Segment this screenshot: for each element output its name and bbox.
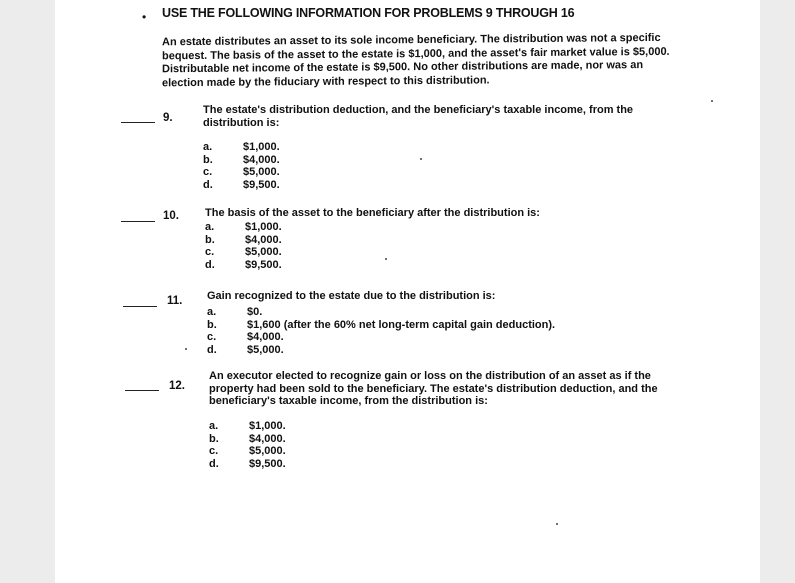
choice-text: $4,000. bbox=[243, 153, 280, 166]
problem-9 bbox=[121, 104, 741, 194]
answer-blank[interactable] bbox=[123, 306, 157, 307]
problem-12 bbox=[125, 368, 750, 478]
choice-b[interactable] bbox=[207, 319, 555, 332]
choice-a[interactable] bbox=[207, 306, 555, 319]
section-heading: USE THE FOLLOWING INFORMATION FOR PROBLEMS 9 THROUGH 16 bbox=[162, 6, 575, 20]
choice-text: $9,500. bbox=[245, 258, 282, 271]
choice-letter: a. bbox=[209, 420, 219, 432]
problem-number: 10. bbox=[163, 210, 179, 222]
choice-d[interactable] bbox=[209, 458, 286, 471]
choice-text: $5,000. bbox=[249, 445, 286, 457]
choice-text: $9,500. bbox=[249, 457, 286, 470]
choices bbox=[207, 306, 555, 356]
choice-letter: d. bbox=[207, 343, 217, 356]
scan-speck bbox=[385, 258, 387, 260]
question-text: The basis of the asset to the beneficiary after the distribution is: bbox=[205, 207, 540, 219]
answer-blank[interactable] bbox=[121, 221, 155, 222]
choice-letter: d. bbox=[209, 457, 219, 470]
scan-speck bbox=[711, 100, 713, 102]
choice-c[interactable] bbox=[205, 246, 282, 259]
problem-number: 12. bbox=[169, 380, 185, 392]
choice-b[interactable] bbox=[203, 154, 280, 167]
choice-letter: d. bbox=[203, 178, 213, 191]
choice-text: $4,000. bbox=[245, 233, 282, 246]
question-text: Gain recognized to the estate due to the distribution is: bbox=[207, 290, 496, 302]
scan-speck bbox=[420, 158, 422, 160]
choice-letter: b. bbox=[203, 153, 213, 166]
choice-letter: a. bbox=[205, 221, 215, 233]
choice-d[interactable] bbox=[205, 259, 282, 272]
choice-letter: a. bbox=[207, 306, 217, 318]
choice-letter: d. bbox=[205, 258, 215, 271]
choice-c[interactable] bbox=[203, 166, 280, 179]
choice-a[interactable] bbox=[205, 221, 282, 234]
choice-text: $4,000. bbox=[249, 432, 286, 445]
choice-text: $5,000. bbox=[243, 166, 280, 178]
document-page bbox=[55, 0, 760, 583]
intro-paragraph: An estate distributes an asset to its sole income beneficiary. The distribution was not a specific bequest. The basis of the asset to the estate is $1,000, and the asset's fair market value is $5,000. Distributable net income of the estate is $9,500. No other distributions are made, nor was an election made by the fiduciary with respect to this distribution. bbox=[162, 31, 670, 89]
choice-letter: c. bbox=[203, 166, 213, 178]
problem-10 bbox=[121, 205, 741, 285]
choices bbox=[205, 221, 282, 271]
choice-c[interactable] bbox=[207, 331, 555, 344]
question-text: The estate's distribution deduction, and the beneficiary's taxable income, from the distribution is: bbox=[203, 104, 634, 129]
problem-number: 9. bbox=[163, 112, 173, 124]
choices bbox=[203, 141, 280, 191]
answer-blank[interactable] bbox=[125, 390, 159, 391]
choice-text: $1,000. bbox=[249, 420, 286, 432]
scan-speck bbox=[185, 348, 187, 350]
choice-b[interactable] bbox=[205, 234, 282, 247]
choice-d[interactable] bbox=[203, 179, 280, 192]
choice-text: $1,000. bbox=[245, 221, 282, 233]
choice-letter: c. bbox=[205, 246, 215, 258]
answer-blank[interactable] bbox=[121, 122, 155, 123]
choice-letter: b. bbox=[207, 318, 217, 331]
choice-letter: a. bbox=[203, 141, 213, 153]
choice-text: $4,000. bbox=[247, 331, 284, 343]
problem-number: 11. bbox=[167, 295, 183, 307]
choices bbox=[209, 420, 286, 470]
choice-b[interactable] bbox=[209, 433, 286, 446]
choice-letter: c. bbox=[207, 331, 217, 343]
choice-d[interactable] bbox=[207, 344, 555, 357]
choice-letter: c. bbox=[209, 445, 219, 457]
choice-text: $5,000. bbox=[245, 246, 282, 258]
choice-a[interactable] bbox=[203, 141, 280, 154]
choice-letter: b. bbox=[209, 432, 219, 445]
question-text: An executor elected to recognize gain or loss on the distribution of an asset as if the property had been sold to the beneficiary. The estate's distribution deduction, and the beneficiary's taxable income, from the distribution is: bbox=[209, 370, 658, 407]
choice-text: $1,000. bbox=[243, 141, 280, 153]
choice-text: $5,000. bbox=[247, 343, 284, 356]
choice-c[interactable] bbox=[209, 445, 286, 458]
scan-speck bbox=[556, 523, 558, 525]
choice-text: $1,600 (after the 60% net long-term capital gain deduction). bbox=[247, 318, 556, 331]
choice-text: $0. bbox=[247, 306, 263, 318]
choice-text: $9,500. bbox=[243, 178, 280, 191]
choice-letter: b. bbox=[205, 233, 215, 246]
problem-11 bbox=[123, 290, 743, 370]
bullet-mark: • bbox=[142, 10, 147, 24]
choice-a[interactable] bbox=[209, 420, 286, 433]
